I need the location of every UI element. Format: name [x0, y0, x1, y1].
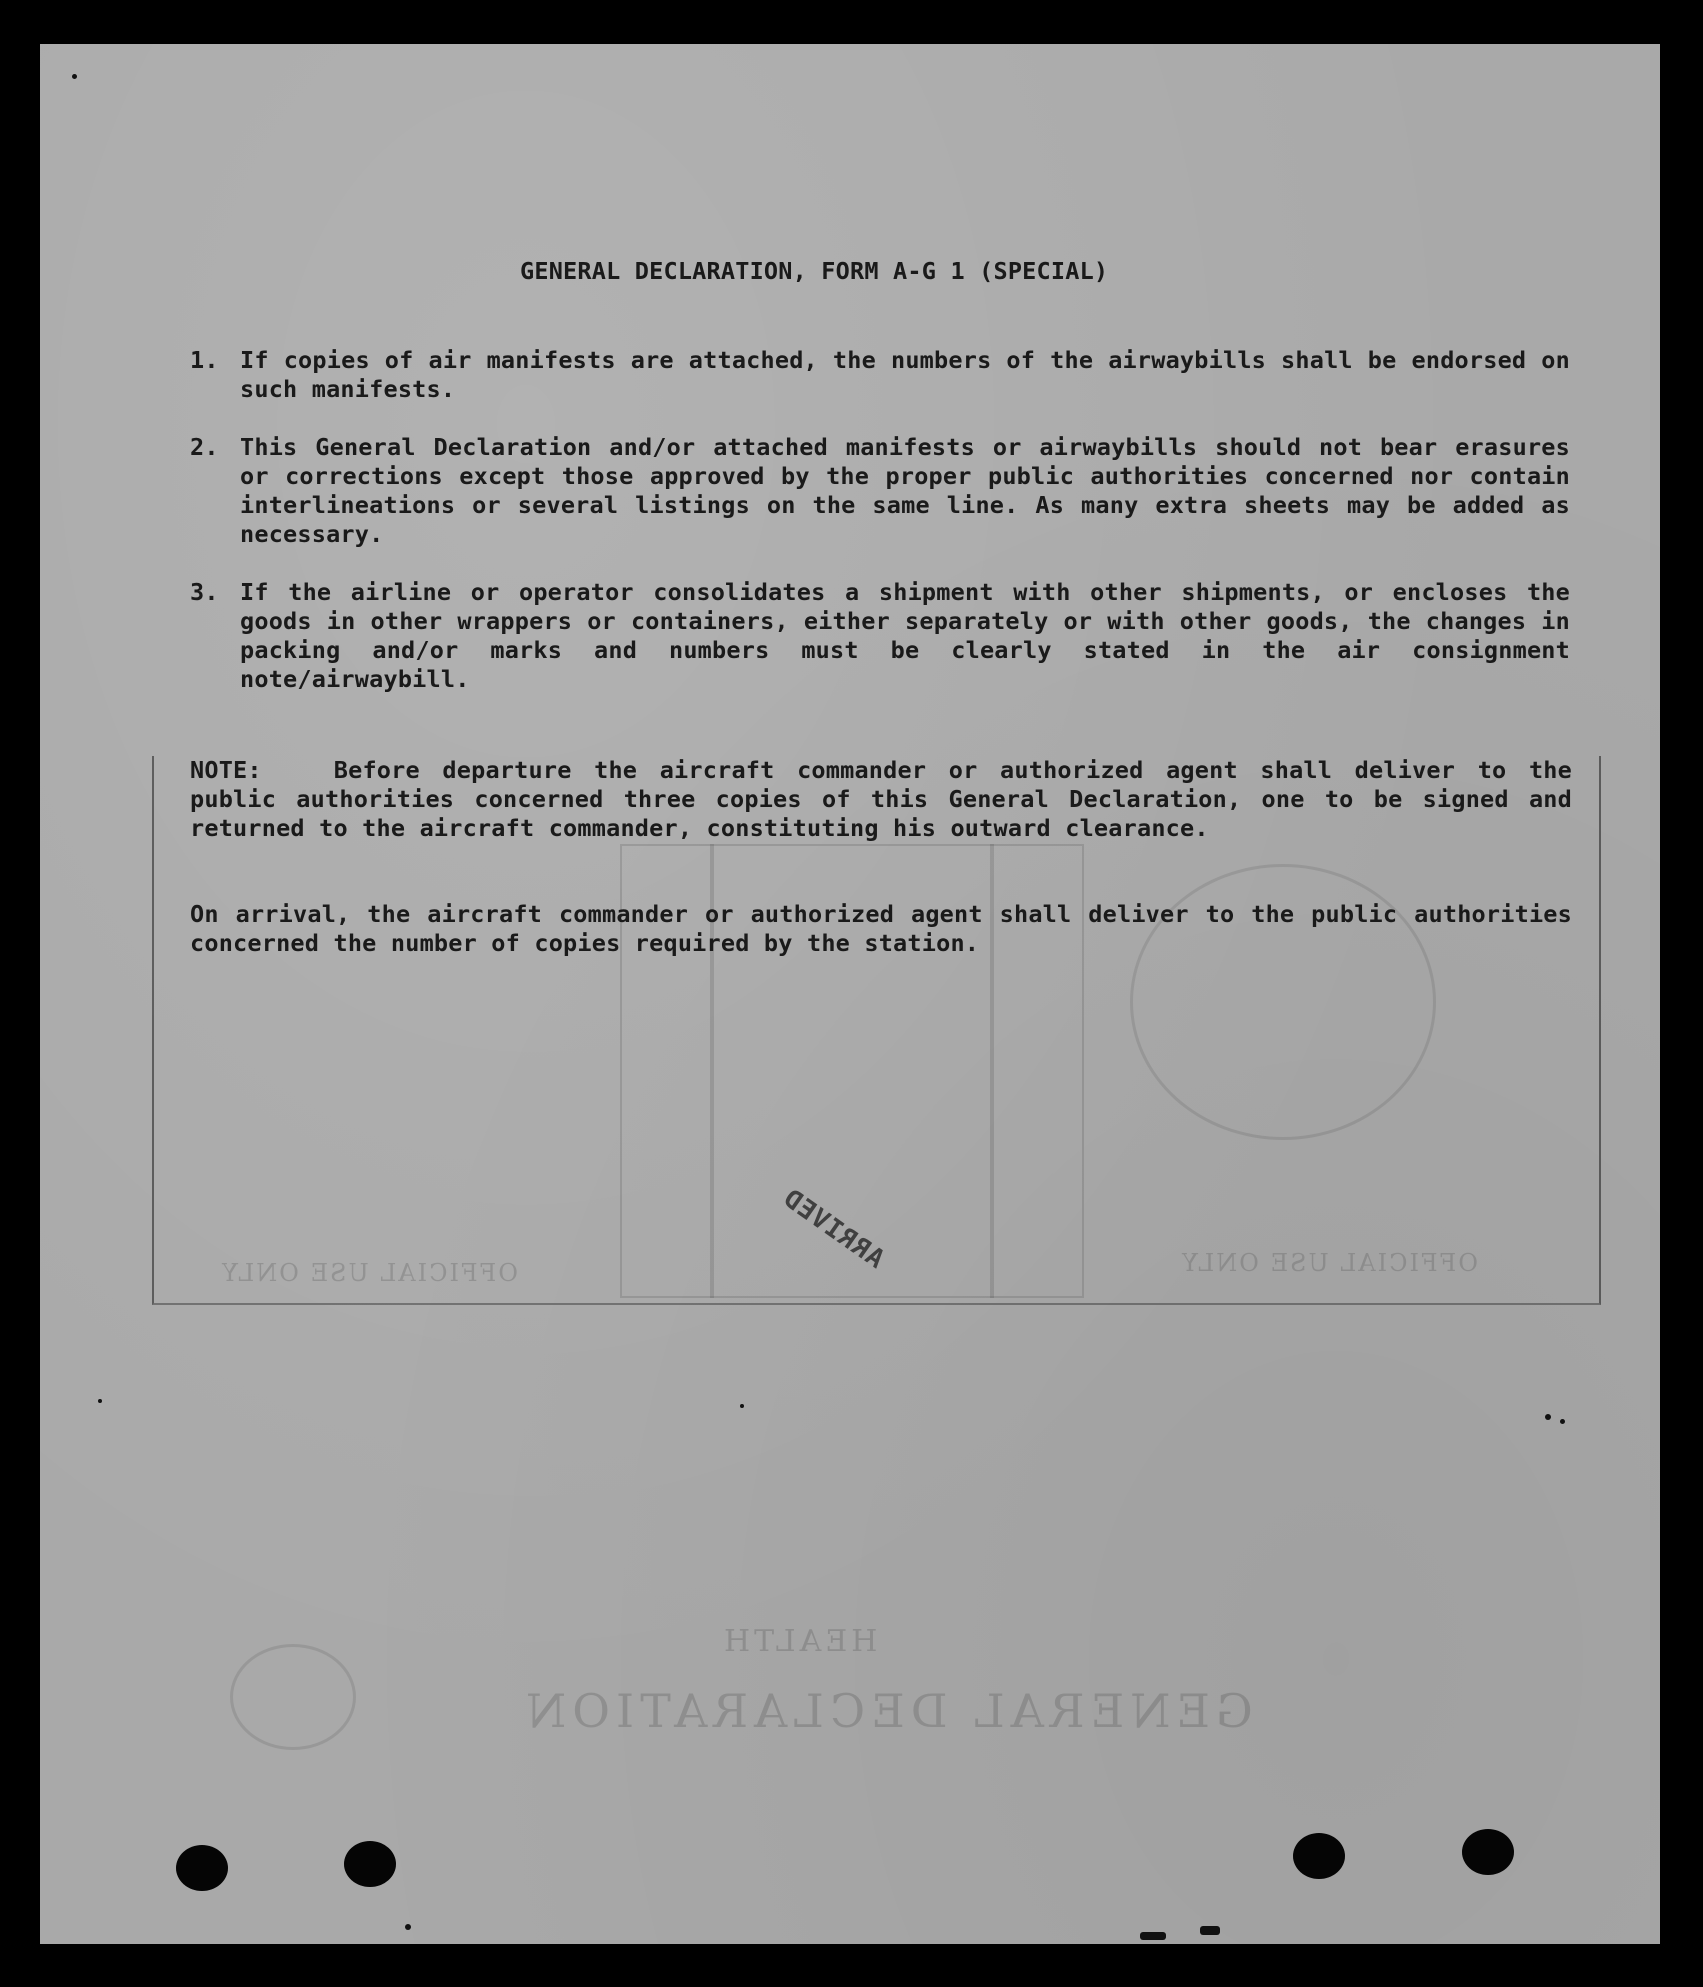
- punch-hole: [1462, 1829, 1514, 1875]
- bleed-subheading: HEALTH: [720, 1624, 878, 1659]
- punch-hole: [176, 1845, 228, 1891]
- bleed-stamp: ARRIVED: [776, 1183, 890, 1275]
- note-paragraph: [190, 756, 1572, 843]
- item-text: If copies of air manifests are attached, the numbers of the airwaybills shall be endorsed on such manifests.: [240, 346, 1570, 403]
- speck: [1560, 1419, 1565, 1424]
- document-title: GENERAL DECLARATION, FORM A-G 1 (SPECIAL): [520, 257, 1109, 285]
- note-text: Before departure the aircraft commander or authorized agent shall deliver to the public authorities concerned three copies of this General Declaration, one to be signed and returned to the aircraft commander, constituting his outward clearance.: [190, 756, 1572, 842]
- bleed-official-use-left: OFFICIAL USE ONLY: [220, 1259, 518, 1287]
- bleed-seal-small: [230, 1644, 356, 1750]
- speck: [98, 1399, 102, 1403]
- speck: [405, 1924, 411, 1930]
- speck: [1200, 1926, 1220, 1935]
- speck: [72, 74, 77, 79]
- bleed-official-use: OFFICIAL USE ONLY: [1180, 1249, 1478, 1277]
- item-text: This General Declaration and/or attached manifests or airwaybills should not bear erasures or corrections except those approved by the proper public authorities concerned nor contain interlineations or several listings on the same line. As many extra sheets may be added as necessary.: [240, 433, 1570, 548]
- item-number: 2.: [190, 433, 219, 461]
- document-page: [40, 44, 1660, 1944]
- speck: [740, 1404, 744, 1408]
- speck: [1140, 1932, 1166, 1940]
- item-text: If the airline or operator consolidates a shipment with other shipments, or encloses the goods in other wrappers or containers, either separately or with other goods, the changes in packing and/or marks and numbers must be clearly stated in the air consignment note/airwaybill.: [240, 578, 1570, 693]
- instruction-item-1: [190, 346, 1570, 404]
- item-number: 3.: [190, 578, 219, 606]
- instruction-item-2: [190, 433, 1570, 549]
- note-label: NOTE:: [190, 756, 262, 784]
- speck: [1545, 1414, 1551, 1420]
- punch-hole: [344, 1841, 396, 1887]
- punch-hole: [1293, 1833, 1345, 1879]
- bleed-heading: GENERAL DECLARATION: [520, 1684, 1253, 1738]
- instruction-item-3: [190, 578, 1570, 694]
- arrival-paragraph: On arrival, the aircraft commander or authorized agent shall deliver to the public authorities concerned the number of copies required by the station.: [190, 900, 1572, 957]
- item-number: 1.: [190, 346, 219, 374]
